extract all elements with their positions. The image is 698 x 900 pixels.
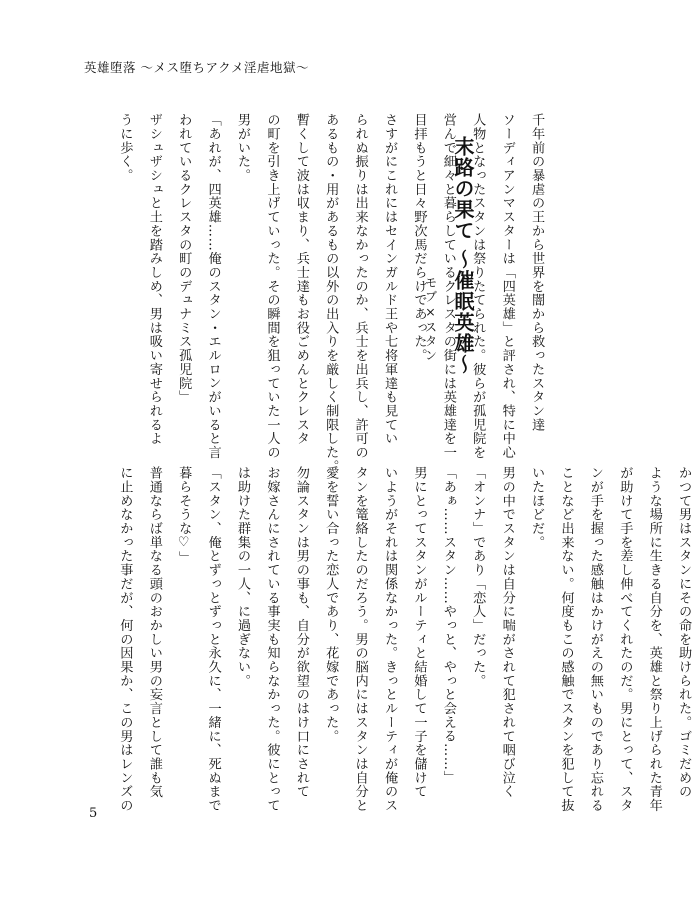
page-number: 5 xyxy=(89,806,98,821)
text-line: かつて男はスタンにその命を助けられた。ゴミだめの xyxy=(676,466,692,799)
text-line: ンが手を握った感触はかけがえの無いものであり忘れる xyxy=(587,466,603,813)
text-line: 「スタン、俺とずっとずっと永久に、一緒に、死ぬまで xyxy=(205,466,221,813)
text-line: 愛を誓い合った恋人であり、花嫁であった。 xyxy=(323,466,339,743)
text-line: われているクレスタの町のデュナミス孤児院」 xyxy=(176,113,192,404)
text-line: 千年前の暴虐の王から世界を闇から救ったスタン達 xyxy=(529,113,545,432)
text-line: ザシュザシュと土を踏みしめ、男は吸い寄せられるよ xyxy=(146,113,162,446)
text-line: が助けて手を差し伸べてくれたのだ。男にとって、スタ xyxy=(617,466,633,813)
text-line: 「オンナ」であり「恋人」だった。 xyxy=(470,466,486,688)
body-text-upper xyxy=(110,113,551,474)
text-line: 人物となったスタンは祭りたてられた。彼らが孤児院を xyxy=(470,113,486,460)
body-text-lower xyxy=(110,466,698,813)
text-line: 営んで細々と暮らしているクレスタの街には英雄達を一 xyxy=(440,113,456,460)
text-line: 目拝もうと日々野次馬だらけであった。 xyxy=(411,113,427,363)
story-title: 末路の果て 〜催眠英雄〜 xyxy=(451,136,475,375)
text-line: タンを篭絡したのだろう。男の脳内にはスタンは自分と xyxy=(352,466,368,813)
text-line: ソーディアンマスターは「四英雄」と評され、特に中心 xyxy=(499,113,515,460)
text-line: あるもの・用があるもの以外の出入りを厳しく制限した。 xyxy=(323,113,339,474)
text-line: 勿論スタンは男の事も、自分が欲望のはけ口にされて xyxy=(293,466,309,799)
text-line: お嫁さんにされている事実も知らなかった。彼にとって xyxy=(264,466,280,813)
text-line: ような場所に生きる自分を、英雄と祭り上げられた青年 xyxy=(646,466,662,813)
running-header: 英雄堕落 〜メス堕ちアクメ淫虐地獄〜 xyxy=(84,60,309,75)
text-line: 男の中でスタンは自分に喘がされて犯されて咽び泣く xyxy=(499,466,515,799)
text-line: の町を引き上げていった。その瞬間を狙っていた一人の xyxy=(264,113,280,460)
text-line: いようがそれは関係なかった。きっとルーティが俺のス xyxy=(382,466,398,813)
text-line: 男にとってスタンがルーティと結婚して一子を儲けて xyxy=(411,466,427,799)
text-line: さすがにこれにはセインガルド王や七将軍達も見てい xyxy=(382,113,398,446)
text-line: に止めなかった事だが、何の因果か、この男はレンズの xyxy=(117,466,133,813)
text-line: ことなど出来ない。何度もこの感触でスタンを犯して抜 xyxy=(558,466,574,813)
text-line: 「あれが、四英雄……俺のスタン・エルロンがいると言 xyxy=(205,113,221,460)
text-line: は助けた群集の一人、に過ぎない。 xyxy=(235,466,251,688)
story-author: モブ×スタン xyxy=(423,276,438,363)
text-line: 普通ならば単なる頭のおかしい男の妄言として誰も気 xyxy=(146,466,162,799)
text-line: いたほどだ。 xyxy=(529,466,545,550)
text-line: うに歩く。 xyxy=(117,113,133,183)
text-line: 男がいた。 xyxy=(235,113,251,183)
text-line: 「あぁ……スタン……やっと、やっと会える……」 xyxy=(440,466,456,785)
text-line: 暮らそうな♡」 xyxy=(176,466,192,565)
text-line: られぬ振りは出来なかったのか、兵士を出兵し、許可の xyxy=(352,113,368,460)
text-line: 暫くして波は収まり、兵士達もお役ごめんとクレスタ xyxy=(293,113,309,446)
